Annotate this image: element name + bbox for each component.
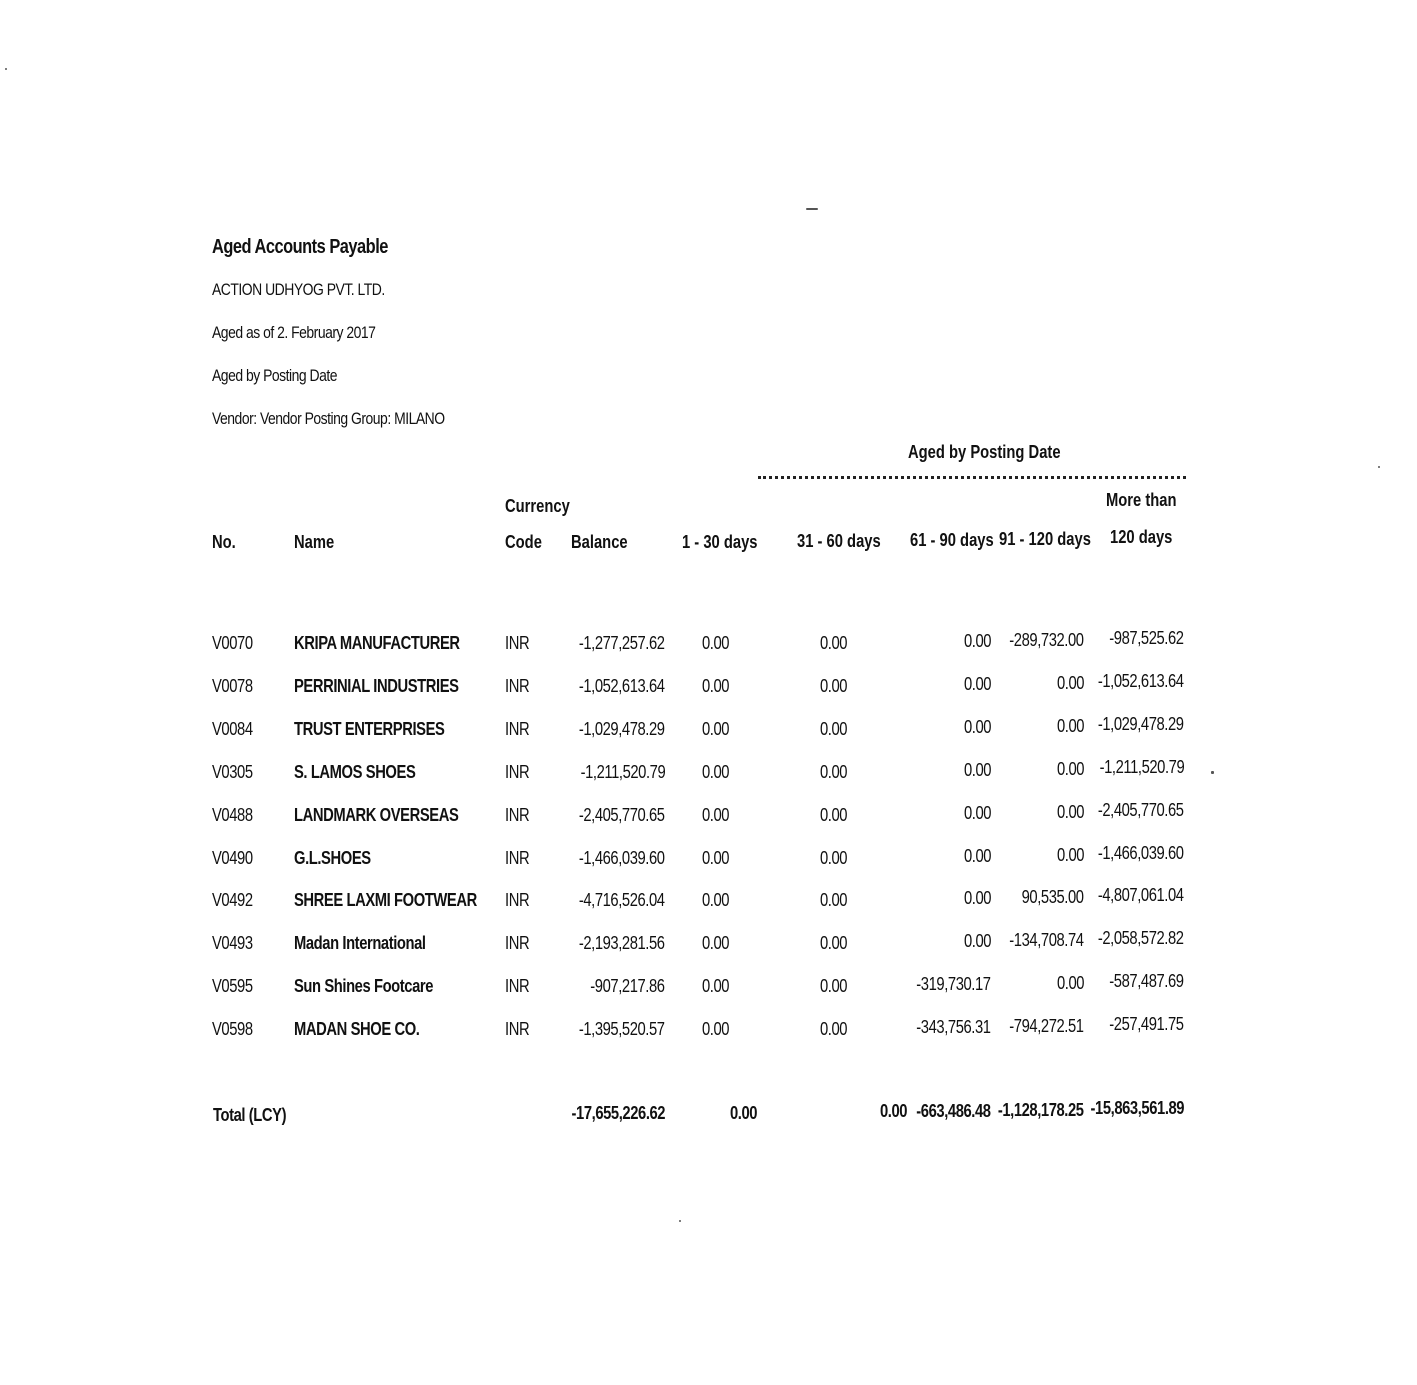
cell-currency: INR bbox=[505, 762, 530, 782]
cell-balance: -1,466,039.60 bbox=[579, 848, 665, 868]
cell-1-30: 0.00 bbox=[702, 762, 730, 782]
col-header-31-60: 31 - 60 days bbox=[797, 531, 881, 551]
cell-vendor-name: S. LAMOS SHOES bbox=[294, 762, 416, 782]
cell-currency: INR bbox=[505, 1019, 530, 1039]
cell-vendor-no: V0488 bbox=[212, 805, 253, 825]
cell-vendor-no: V0305 bbox=[212, 762, 253, 782]
cell-balance: -1,211,520.79 bbox=[580, 762, 665, 782]
cell-31-60: 0.00 bbox=[820, 933, 848, 953]
scan-speck bbox=[679, 1220, 681, 1222]
col-header-no: No. bbox=[212, 532, 236, 552]
cell-balance: -4,716,526.04 bbox=[579, 890, 665, 910]
cell-vendor-no: V0595 bbox=[212, 976, 253, 996]
cell-vendor-name: LANDMARK OVERSEAS bbox=[294, 805, 459, 825]
cell-balance: -1,052,613.64 bbox=[579, 676, 665, 696]
cell-vendor-name: MADAN SHOE CO. bbox=[294, 1019, 420, 1039]
cell-61-90: 0.00 bbox=[963, 888, 991, 908]
cell-vendor-name: SHREE LAXMI FOOTWEAR bbox=[294, 890, 477, 910]
cell-31-60: 0.00 bbox=[820, 762, 848, 782]
col-header-91-120: 91 - 120 days bbox=[999, 529, 1091, 549]
cell-vendor-no: V0070 bbox=[212, 633, 253, 653]
cell-31-60: 0.00 bbox=[820, 805, 848, 825]
cell-91-120: 0.00 bbox=[1056, 845, 1084, 865]
cell-currency: INR bbox=[505, 976, 530, 996]
cell-1-30: 0.00 bbox=[702, 933, 730, 953]
total-61-90: -663,486.48 bbox=[916, 1101, 991, 1121]
cell-91-120: -794,272.51 bbox=[1009, 1016, 1084, 1036]
scan-speck bbox=[5, 68, 7, 70]
total-91-120: -1,128,178.25 bbox=[998, 1100, 1084, 1120]
cell-vendor-name: PERRINIAL INDUSTRIES bbox=[294, 676, 459, 696]
cell-vendor-name: TRUST ENTERPRISES bbox=[294, 719, 445, 739]
cell-91-120: -134,708.74 bbox=[1009, 930, 1084, 950]
cell-currency: INR bbox=[505, 633, 530, 653]
cell-more-than-120: -4,807,061.04 bbox=[1098, 885, 1184, 905]
cell-1-30: 0.00 bbox=[702, 1019, 730, 1039]
cell-31-60: 0.00 bbox=[820, 676, 848, 696]
cell-vendor-no: V0598 bbox=[212, 1019, 253, 1039]
cell-1-30: 0.00 bbox=[702, 976, 730, 996]
cell-balance: -2,193,281.56 bbox=[579, 933, 665, 953]
cell-31-60: 0.00 bbox=[820, 1019, 848, 1039]
scan-speck bbox=[1211, 771, 1214, 774]
aging-group-header: Aged by Posting Date bbox=[908, 442, 1061, 462]
cell-more-than-120: -257,491.75 bbox=[1109, 1014, 1184, 1034]
cell-more-than-120: -1,466,039.60 bbox=[1098, 843, 1184, 863]
cell-61-90: -319,730.17 bbox=[916, 974, 991, 994]
cell-more-than-120: -2,058,572.82 bbox=[1098, 928, 1184, 948]
company-name: ACTION UDHYOG PVT. LTD. bbox=[212, 280, 385, 299]
cell-61-90: 0.00 bbox=[963, 674, 991, 694]
aged-as-of: Aged as of 2. February 2017 bbox=[212, 323, 376, 342]
cell-91-120: -289,732.00 bbox=[1009, 630, 1084, 650]
cell-more-than-120: -1,052,613.64 bbox=[1098, 671, 1184, 691]
cell-vendor-no: V0490 bbox=[212, 848, 253, 868]
cell-currency: INR bbox=[505, 805, 530, 825]
cell-1-30: 0.00 bbox=[702, 890, 730, 910]
cell-31-60: 0.00 bbox=[820, 890, 848, 910]
cell-more-than-120: -1,211,520.79 bbox=[1099, 757, 1184, 777]
cell-61-90: 0.00 bbox=[963, 717, 991, 737]
cell-61-90: 0.00 bbox=[963, 846, 991, 866]
cell-1-30: 0.00 bbox=[702, 805, 730, 825]
cell-vendor-name: Madan International bbox=[294, 933, 426, 953]
cell-balance: -2,405,770.65 bbox=[579, 805, 665, 825]
cell-balance: -1,277,257.62 bbox=[579, 633, 665, 653]
cell-61-90: 0.00 bbox=[963, 931, 991, 951]
col-header-balance: Balance bbox=[571, 532, 628, 552]
cell-31-60: 0.00 bbox=[820, 719, 848, 739]
col-header-more-line2: 120 days bbox=[1110, 527, 1173, 547]
scan-speck bbox=[806, 208, 818, 210]
cell-1-30: 0.00 bbox=[702, 848, 730, 868]
total-31-60: 0.00 bbox=[879, 1101, 907, 1121]
col-header-currency-line1: Currency bbox=[505, 496, 570, 516]
cell-vendor-name: G.L.SHOES bbox=[294, 848, 371, 868]
cell-1-30: 0.00 bbox=[702, 633, 730, 653]
cell-91-120: 0.00 bbox=[1056, 802, 1084, 822]
cell-91-120: 0.00 bbox=[1056, 759, 1084, 779]
cell-balance: -1,395,520.57 bbox=[579, 1019, 665, 1039]
cell-91-120: 90,535.00 bbox=[1022, 887, 1084, 907]
cell-31-60: 0.00 bbox=[820, 633, 848, 653]
cell-balance: -1,029,478.29 bbox=[579, 719, 665, 739]
cell-31-60: 0.00 bbox=[820, 848, 848, 868]
report-title: Aged Accounts Payable bbox=[212, 236, 388, 258]
cell-vendor-no: V0084 bbox=[212, 719, 253, 739]
col-header-more-line1: More than bbox=[1106, 490, 1177, 510]
cell-currency: INR bbox=[505, 933, 530, 953]
cell-currency: INR bbox=[505, 719, 530, 739]
col-header-currency-line2: Code bbox=[505, 532, 542, 552]
cell-currency: INR bbox=[505, 848, 530, 868]
cell-currency: INR bbox=[505, 676, 530, 696]
cell-91-120: 0.00 bbox=[1056, 673, 1084, 693]
total-balance: -17,655,226.62 bbox=[571, 1103, 665, 1123]
aged-by: Aged by Posting Date bbox=[212, 366, 338, 385]
cell-1-30: 0.00 bbox=[702, 676, 730, 696]
cell-61-90: -343,756.31 bbox=[916, 1017, 991, 1037]
cell-31-60: 0.00 bbox=[820, 976, 848, 996]
cell-more-than-120: -587,487.69 bbox=[1109, 971, 1184, 991]
cell-vendor-no: V0078 bbox=[212, 676, 253, 696]
col-header-1-30: 1 - 30 days bbox=[682, 532, 758, 552]
aging-group-rule bbox=[758, 476, 1186, 479]
cell-61-90: 0.00 bbox=[963, 760, 991, 780]
col-header-61-90: 61 - 90 days bbox=[910, 530, 994, 550]
total-more-than-120: -15,863,561.89 bbox=[1090, 1098, 1184, 1118]
cell-61-90: 0.00 bbox=[963, 803, 991, 823]
scan-speck bbox=[1378, 466, 1380, 468]
cell-91-120: 0.00 bbox=[1056, 716, 1084, 736]
cell-91-120: 0.00 bbox=[1056, 973, 1084, 993]
total-1-30: 0.00 bbox=[729, 1103, 757, 1123]
cell-more-than-120: -1,029,478.29 bbox=[1098, 714, 1184, 734]
filter-line: Vendor: Vendor Posting Group: MILANO bbox=[212, 409, 445, 428]
cell-vendor-no: V0493 bbox=[212, 933, 253, 953]
cell-vendor-name: KRIPA MANUFACTURER bbox=[294, 633, 460, 653]
cell-more-than-120: -987,525.62 bbox=[1109, 628, 1184, 648]
cell-balance: -907,217.86 bbox=[590, 976, 665, 996]
cell-1-30: 0.00 bbox=[702, 719, 730, 739]
cell-61-90: 0.00 bbox=[963, 631, 991, 651]
col-header-name: Name bbox=[294, 532, 335, 552]
cell-currency: INR bbox=[505, 890, 530, 910]
total-label: Total (LCY) bbox=[213, 1105, 287, 1125]
cell-vendor-name: Sun Shines Footcare bbox=[294, 976, 434, 996]
cell-vendor-no: V0492 bbox=[212, 890, 253, 910]
cell-more-than-120: -2,405,770.65 bbox=[1098, 800, 1184, 820]
